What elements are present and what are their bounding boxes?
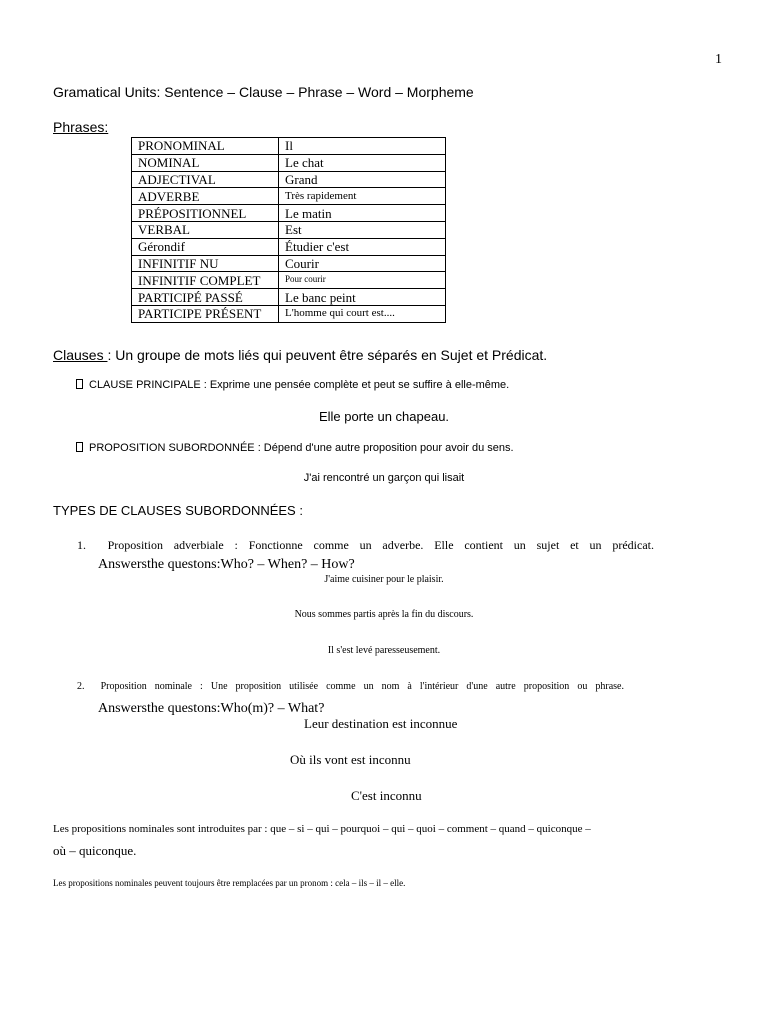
phrase-type-cell: NOMINAL xyxy=(132,154,279,171)
phrase-example-cell: L'homme qui court est.... xyxy=(279,305,446,322)
checkbox-glyph-icon xyxy=(76,379,83,389)
clauses-text: : Un groupe de mots liés qui peuvent être séparés en Sujet et Prédicat. xyxy=(107,347,548,363)
phrase-type-cell: PRÉPOSITIONNEL xyxy=(132,205,279,222)
example-sentence: Nous sommes partis après la fin du discours. xyxy=(294,609,474,620)
item-number: 2. xyxy=(77,681,85,692)
page-number: 1 xyxy=(715,52,722,67)
phrase-example-cell: Il xyxy=(279,138,446,155)
phrase-type-cell: INFINITIF NU xyxy=(132,255,279,272)
table-row xyxy=(132,171,446,188)
document-title: Gramatical Units: Sentence – Clause – Phrase – Word – Morpheme xyxy=(53,84,474,100)
list-item-nominale xyxy=(77,681,624,692)
example-sentence: Il s'est levé paresseusement. xyxy=(327,645,441,656)
table-row xyxy=(132,221,446,238)
proposition-subordonnee-item xyxy=(76,442,514,454)
table-row xyxy=(132,188,446,205)
clause-principale-item xyxy=(76,379,509,391)
item-text: Proposition nominale : Une proposition utilisée comme un nom à l'intérieur d'une autre proposition ou phrase. xyxy=(100,681,624,692)
phrase-example-cell: Le matin xyxy=(279,205,446,222)
phrase-example-cell: Le chat xyxy=(279,154,446,171)
intro-line: Les propositions nominales sont introduites par : que – si – qui – pourquoi – qui – quoi – comment – quand – quiconque – xyxy=(53,823,591,835)
table-row xyxy=(132,272,446,289)
final-note: Les propositions nominales peuvent toujours être remplacées par un pronom : cela – ils – il – elle. xyxy=(53,878,406,888)
example-sentence: Leur destination est inconnue xyxy=(304,716,458,731)
phrase-example-cell: Le banc peint xyxy=(279,289,446,306)
clauses-definition xyxy=(53,347,547,363)
phrase-type-cell: VERBAL xyxy=(132,221,279,238)
proposition-subordonnee-text: PROPOSITION SUBORDONNÉE : Dépend d'une autre proposition pour avoir du sens. xyxy=(89,442,514,454)
table-row xyxy=(132,289,446,306)
phrase-example-cell: Pour courir xyxy=(279,272,446,289)
table-row xyxy=(132,154,446,171)
answers-line: Answersthe questons:Who(m)? – What? xyxy=(98,701,325,716)
checkbox-glyph-icon xyxy=(76,442,83,452)
phrase-example-cell: Grand xyxy=(279,171,446,188)
phrase-type-cell: PARTICIPÉ PASSÉ xyxy=(132,289,279,306)
list-item-adverbiale xyxy=(77,538,654,553)
intro-line-continued: où – quiconque. xyxy=(53,843,137,858)
item-text: Proposition adverbiale : Fonctionne comme un adverbe. Elle contient un sujet et un prédicat. xyxy=(107,538,654,552)
phrase-type-cell: PARTICIPE PRÉSENT xyxy=(132,305,279,322)
phrase-example-cell: Très rapidement xyxy=(279,188,446,205)
example-subordonnee: J'ai rencontré un garçon qui lisait xyxy=(303,472,465,484)
table-row xyxy=(132,305,446,322)
example-sentence: C'est inconnu xyxy=(351,788,422,803)
table-row xyxy=(132,255,446,272)
phrase-type-cell: ADVERBE xyxy=(132,188,279,205)
types-heading: TYPES DE CLAUSES SUBORDONNÉES : xyxy=(53,503,303,518)
example-sentence: J'aime cuisiner pour le plaisir. xyxy=(324,574,444,585)
phrase-type-cell: ADJECTIVAL xyxy=(132,171,279,188)
phrase-type-cell: PRONOMINAL xyxy=(132,138,279,155)
phrase-example-cell: Étudier c'est xyxy=(279,238,446,255)
example-principale: Elle porte un chapeau. xyxy=(318,409,450,424)
table-row xyxy=(132,238,446,255)
phrase-type-cell: Gérondif xyxy=(132,238,279,255)
phrase-type-cell: INFINITIF COMPLET xyxy=(132,272,279,289)
table-row xyxy=(132,138,446,155)
clauses-label: Clauses xyxy=(53,347,108,363)
clause-principale-text: CLAUSE PRINCIPALE : Exprime une pensée complète et peut se suffire à elle-même. xyxy=(89,379,510,391)
item-number: 1. xyxy=(77,538,86,552)
phrase-example-cell: Courir xyxy=(279,255,446,272)
example-sentence: Où ils vont est inconnu xyxy=(290,752,411,767)
answers-line: Answersthe questons:Who? – When? – How? xyxy=(98,557,355,572)
phrases-table xyxy=(131,137,446,323)
table-row xyxy=(132,205,446,222)
phrase-example-cell: Est xyxy=(279,221,446,238)
phrases-heading: Phrases: xyxy=(53,119,109,135)
